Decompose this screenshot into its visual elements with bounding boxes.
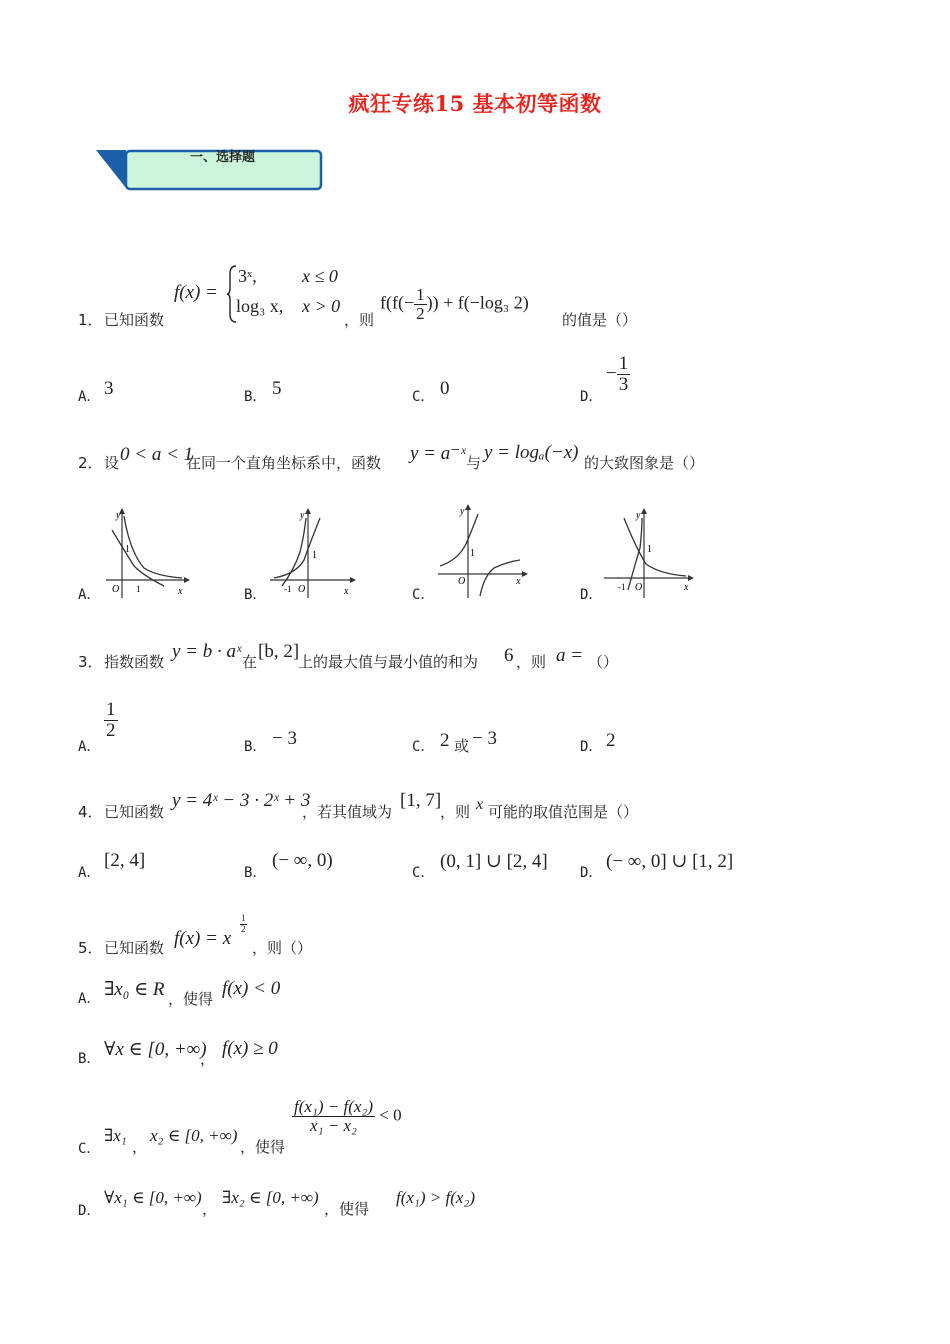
- q4-t2: ，若其值域为: [302, 803, 393, 821]
- q2-option-c-graph[interactable]: [436, 504, 528, 600]
- q5-option-c-tail: < 0: [379, 1105, 402, 1125]
- q1-option-b-value: 5: [272, 378, 282, 399]
- q4-option-b-value: (− ∞, 0): [272, 850, 333, 871]
- q3-option-b-label: B．: [244, 739, 267, 755]
- q3-var: a =: [556, 645, 584, 666]
- q1-number: 1．: [78, 311, 103, 329]
- q5-option-d-m2: ∃x₂ ∈ [0, +∞): [222, 1188, 319, 1207]
- q1-option-d-sign: −: [606, 362, 617, 384]
- q5-option-c-t1: ，: [132, 1138, 148, 1156]
- q3-option-a-label: A．: [78, 739, 101, 755]
- q5-option-c-m2: x₂ ∈ [0, +∞): [150, 1126, 238, 1145]
- q1-expr-frac: [414, 286, 427, 323]
- q1-option-d-label: D．: [580, 389, 603, 405]
- q1-option-a-label: A．: [78, 389, 101, 405]
- q3-option-a-value: [104, 700, 118, 741]
- q2-option-a-label: A．: [78, 587, 101, 603]
- q5-option-d-label: D．: [78, 1203, 101, 1219]
- q2-f2: y = logₐ(−x): [484, 442, 579, 463]
- q2-cond: 0 < a < 1: [120, 444, 194, 465]
- q5-option-c-label: C．: [78, 1141, 101, 1157]
- q2c-one-label: 1: [470, 548, 475, 559]
- q5-option-b-m2: f(x) ≥ 0: [222, 1038, 278, 1059]
- q5-option-d-t2: ，使得: [324, 1200, 370, 1218]
- q5-exp-num: 1: [241, 913, 246, 923]
- q2b-y-label: y: [300, 510, 305, 521]
- q4-t1: 已知函数: [104, 803, 165, 821]
- q2-t1: 设: [104, 454, 120, 472]
- q5-option-c-t2: ，使得: [240, 1138, 286, 1156]
- q5-number: 5．: [78, 939, 103, 957]
- q3-option-c-label: C．: [412, 739, 435, 755]
- q2-t4: 的大致图象是（）: [584, 454, 705, 472]
- q1-case1-cond: x ≤ 0: [302, 266, 338, 286]
- q2-option-c-label: C．: [412, 587, 435, 603]
- q4-range: [1, 7]: [400, 790, 442, 811]
- q2c-origin-label: O: [458, 576, 466, 587]
- q5-option-d-t1: ，: [202, 1200, 218, 1218]
- q2-f1: y = a⁻ˣ: [410, 443, 466, 464]
- q1-frac-den: 2: [416, 303, 425, 323]
- q2d-x-label: x: [684, 582, 689, 593]
- q2a-x-label: x: [178, 586, 183, 597]
- q3-t5: （）: [588, 653, 619, 671]
- q5-option-c-m1: ∃x₁: [104, 1126, 127, 1145]
- q5-f-base: f(x) = x: [174, 928, 232, 949]
- q5-t1: 已知函数: [104, 939, 165, 957]
- q2-option-d-graph[interactable]: [602, 508, 694, 600]
- q5-option-a-m1: ∃x₀ ∈ R: [104, 979, 165, 1000]
- q3-t2: 在: [242, 653, 258, 671]
- q2a-y-label: y: [116, 510, 121, 521]
- q2b-origin-label: O: [298, 584, 306, 595]
- q3-option-a-num: 1: [106, 699, 116, 720]
- q4-option-c-label: C．: [412, 865, 435, 881]
- q5-f-exponent: [240, 914, 247, 935]
- q2-option-d-label: D．: [580, 587, 603, 603]
- q1-option-a-value: 3: [104, 378, 114, 399]
- q2-number: 2．: [78, 454, 103, 472]
- q5-option-c-num: f(x₁) − f(x₂): [294, 1097, 373, 1116]
- q3-option-a-den: 2: [106, 719, 116, 741]
- q2b-tick-label: -1: [284, 584, 292, 594]
- q2-t2: 在同一个直角坐标系中，函数: [186, 454, 382, 472]
- q2c-x-label: x: [516, 576, 521, 587]
- q3-option-c-v2: − 3: [472, 728, 497, 749]
- q1-expr-a: f(f(−: [380, 292, 415, 313]
- q4-option-a-label: A．: [78, 865, 101, 881]
- q1-option-d-value: [606, 354, 630, 395]
- q2b-x-label: x: [344, 586, 349, 597]
- q1-expr-b: )) + f(−log₃ 2): [426, 292, 529, 313]
- q4-option-d-label: D．: [580, 865, 603, 881]
- q2-option-b-label: B．: [244, 587, 267, 603]
- section-label: 一、选择题: [190, 150, 256, 165]
- q3-interval: [b, 2]: [258, 641, 300, 662]
- q3-f: y = b · aˣ: [172, 641, 242, 662]
- q4-option-d-value: (− ∞, 0] ∪ [1, 2]: [606, 851, 734, 872]
- q4-option-a-value: [2, 4]: [104, 850, 146, 871]
- q5-option-b-label: B．: [78, 1051, 101, 1067]
- q4-option-c-value: (0, 1] ∪ [2, 4]: [440, 851, 548, 872]
- q3-t4: ，则: [516, 653, 547, 671]
- q3-sum: 6: [504, 645, 514, 666]
- q2d-one-label: 1: [647, 544, 652, 555]
- q2c-y-label: y: [460, 506, 465, 517]
- q3-option-d-value: 2: [606, 730, 616, 751]
- q1-case1-expr: 3ˣ,: [238, 266, 257, 286]
- q5-option-b-text: ，: [200, 1050, 216, 1068]
- q4-t3: ，则: [440, 803, 471, 821]
- q2a-origin-label: O: [112, 584, 120, 595]
- q3-option-d-label: D．: [580, 739, 603, 755]
- q1-expression: [380, 286, 529, 323]
- q5-option-c-den: x₁ − x₂: [310, 1115, 357, 1135]
- q5-option-d-m3: f(x₁) > f(x₂): [396, 1188, 475, 1207]
- q3-option-c-v1: 2: [440, 730, 450, 751]
- q1-prefix: 已知函数: [104, 311, 165, 329]
- q2a-tick-label: 1: [136, 584, 141, 594]
- q2-t3: 与: [466, 454, 482, 472]
- q5-option-a-label: A．: [78, 991, 101, 1007]
- q1-option-d-num: 1: [618, 353, 629, 374]
- q5-option-a-m2: f(x) < 0: [222, 978, 281, 999]
- q1-option-b-label: B．: [244, 389, 267, 405]
- q5-exp-den: 2: [241, 923, 246, 934]
- q4-var: x: [476, 796, 484, 813]
- q5-option-b-m1: ∀x ∈ [0, +∞): [104, 1039, 207, 1060]
- q5-option-c-fraction: [292, 1098, 402, 1135]
- q2-option-b-graph[interactable]: [268, 508, 356, 600]
- q3-number: 3．: [78, 653, 103, 671]
- q2-option-a-graph[interactable]: [104, 508, 190, 600]
- q3-t1: 指数函数: [104, 653, 165, 671]
- q2d-origin-label: O: [635, 582, 643, 593]
- page-title: 疯狂专练15 基本初等函数: [348, 91, 602, 116]
- q1-option-c-label: C．: [412, 389, 435, 405]
- q2b-one-label: 1: [312, 550, 317, 561]
- q1-option-d-den: 3: [618, 373, 629, 395]
- q4-option-b-label: B．: [244, 865, 267, 881]
- q5-option-a-text: ，使得: [168, 990, 214, 1008]
- q1-option-c-value: 0: [440, 378, 450, 399]
- q1-case2-expr: log₃ x,: [236, 296, 284, 316]
- q1-frac-num: 1: [416, 285, 425, 304]
- q5-option-d-m1: ∀x₁ ∈ [0, +∞): [104, 1188, 202, 1207]
- q2d-y-label: y: [636, 510, 641, 521]
- q4-f: y = 4ˣ − 3 · 2ˣ + 3: [172, 790, 311, 811]
- q3-t3: 上的最大值与最小值的和为: [298, 653, 479, 671]
- q4-t4: 可能的取值范围是（）: [488, 803, 639, 821]
- q3-option-c-or: 或: [454, 737, 470, 755]
- q1-suffix: 的值是（）: [562, 311, 638, 329]
- q2d-tick-label: -1: [618, 582, 626, 592]
- q2a-one-label: 1: [125, 544, 130, 555]
- q1-fx: f(x) =: [174, 282, 218, 303]
- q1-mid: ，则: [344, 311, 375, 329]
- q3-option-b-value: − 3: [272, 728, 297, 749]
- q1-case2-cond: x > 0: [302, 296, 341, 316]
- q4-number: 4．: [78, 803, 103, 821]
- q5-t2: ，则（）: [252, 939, 313, 957]
